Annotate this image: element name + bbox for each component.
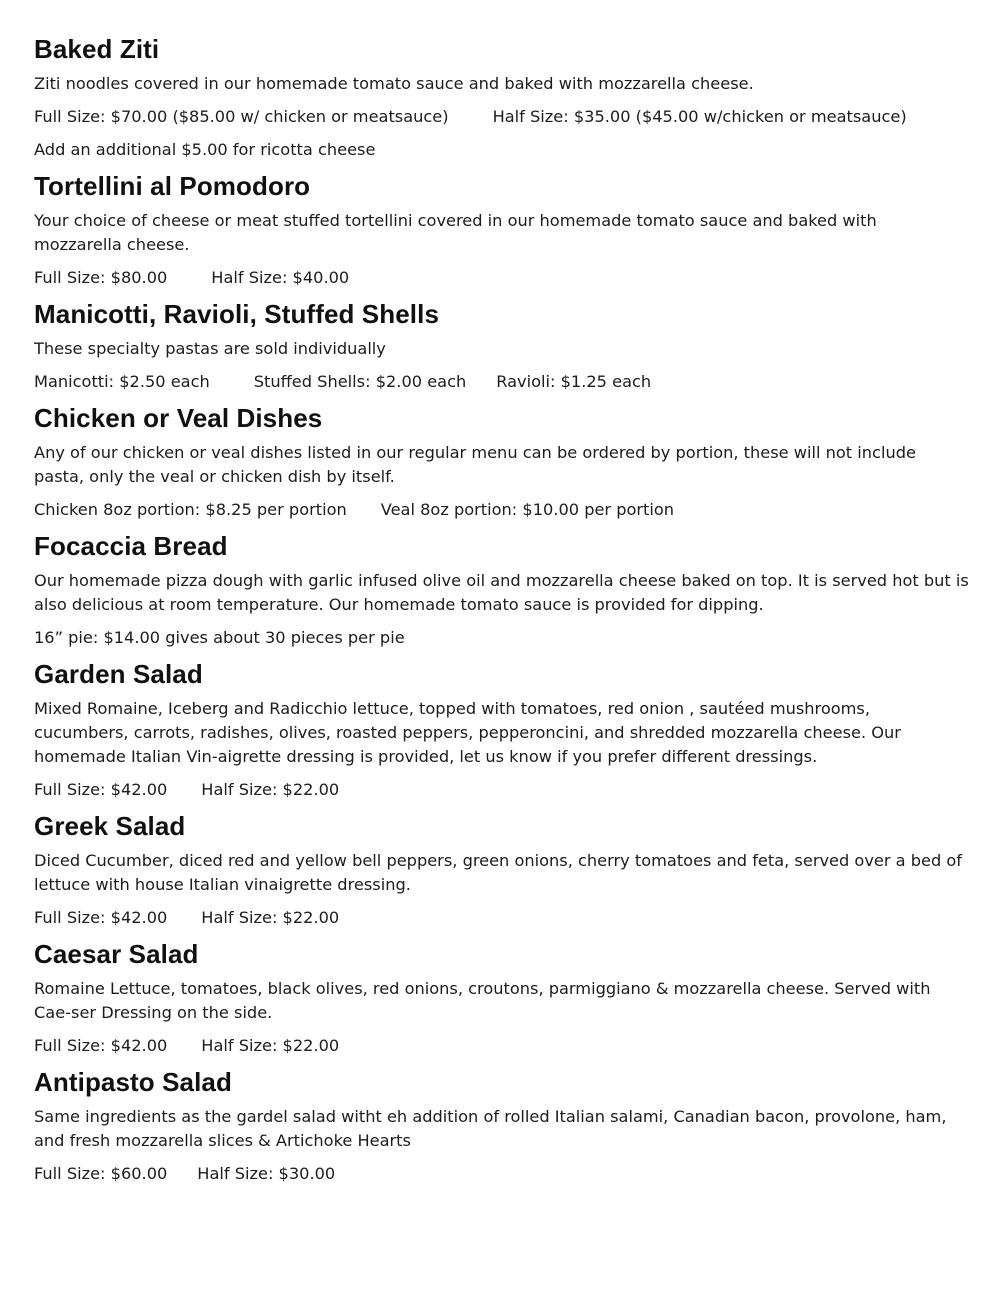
- price-stuffed-shells: Stuffed Shells: $2.00 each: [253, 372, 467, 391]
- menu-section-specialty-pastas: [34, 299, 969, 394]
- price-full: Full Size: $42.00: [34, 1036, 168, 1055]
- menu-section-antipasto-salad: [34, 1067, 969, 1186]
- price-manicotti: Manicotti: $2.50 each: [34, 372, 210, 391]
- price-row: [34, 626, 969, 650]
- menu-section-tortellini: [34, 171, 969, 290]
- price-half: Half Size: $22.00: [201, 1036, 340, 1055]
- item-description: Romaine Lettuce, tomatoes, black olives, red onions, croutons, parmiggiano & mozzarella cheese. Served with Cae-ser Dressing on the side.: [34, 979, 931, 1022]
- price-full: Full Size: $42.00: [34, 908, 168, 927]
- item-title: Antipasto Salad: [34, 1067, 232, 1097]
- item-title: Manicotti, Ravioli, Stuffed Shells: [34, 299, 440, 329]
- item-title: Baked Ziti: [34, 34, 160, 64]
- item-title: Tortellini al Pomodoro: [34, 171, 311, 201]
- price-row: [34, 906, 969, 930]
- menu-page: [34, 34, 969, 1195]
- price-row: [34, 1034, 969, 1058]
- price-half: Half Size: $22.00: [201, 780, 340, 799]
- price-ravioli: Ravioli: $1.25 each: [496, 372, 652, 391]
- item-title: Chicken or Veal Dishes: [34, 403, 323, 433]
- menu-section-focaccia: [34, 531, 969, 650]
- price-row: [34, 498, 969, 522]
- item-title: Focaccia Bread: [34, 531, 228, 561]
- item-description: Your choice of cheese or meat stuffed tortellini covered in our homemade tomato sauce and baked with mozzarella cheese.: [34, 211, 877, 254]
- price-half: Half Size: $30.00: [197, 1164, 336, 1183]
- price-chicken: Chicken 8oz portion: $8.25 per portion: [34, 500, 347, 519]
- item-title: Garden Salad: [34, 659, 203, 689]
- price-full: Full Size: $60.00: [34, 1164, 168, 1183]
- price-half: Half Size: $35.00 ($45.00 w/chicken or meatsauce): [492, 107, 907, 126]
- price-half: Half Size: $40.00: [211, 268, 350, 287]
- price-row: [34, 266, 969, 290]
- menu-section-greek-salad: [34, 811, 969, 930]
- item-description: These specialty pastas are sold individually: [34, 339, 386, 358]
- price-full: Full Size: $70.00 ($85.00 w/ chicken or meatsauce): [34, 107, 449, 126]
- item-note: Add an additional $5.00 for ricotta cheese: [34, 140, 376, 159]
- price-row: [34, 105, 969, 129]
- price-pie: 16” pie: $14.00 gives about 30 pieces per pie: [34, 628, 405, 647]
- item-description: Our homemade pizza dough with garlic infused olive oil and mozzarella cheese baked on top. It is served hot but is also delicious at room temperature. Our homemade tomato sauce is provided for dipping.: [34, 571, 969, 614]
- price-full: Full Size: $80.00: [34, 268, 168, 287]
- menu-section-chicken-veal: [34, 403, 969, 522]
- menu-section-baked-ziti: [34, 34, 969, 162]
- item-description: Any of our chicken or veal dishes listed in our regular menu can be ordered by portion, these will not include pasta, only the veal or chicken dish by itself.: [34, 443, 916, 486]
- item-description: Same ingredients as the gardel salad witht eh addition of rolled Italian salami, Canadian bacon, provolone, ham, and fresh mozzarella slices & Artichoke Hearts: [34, 1107, 947, 1150]
- price-row: [34, 778, 969, 802]
- menu-section-garden-salad: [34, 659, 969, 802]
- item-description: Mixed Romaine, Iceberg and Radicchio lettuce, topped with tomatoes, red onion , sautéed mushrooms, cucumbers, carrots, radishes, olives, roasted peppers, pepperoncini, and shredded mozzarella cheese. Our homemade Italian Vin-aigrette dressing is provided, let us know if you prefer different dressings.: [34, 699, 901, 766]
- price-row: [34, 1162, 969, 1186]
- menu-section-caesar-salad: [34, 939, 969, 1058]
- item-title: Greek Salad: [34, 811, 186, 841]
- price-full: Full Size: $42.00: [34, 780, 168, 799]
- item-description: Diced Cucumber, diced red and yellow bell peppers, green onions, cherry tomatoes and feta, served over a bed of lettuce with house Italian vinaigrette dressing.: [34, 851, 962, 894]
- item-title: Caesar Salad: [34, 939, 199, 969]
- price-half: Half Size: $22.00: [201, 908, 340, 927]
- price-row: [34, 370, 969, 394]
- price-veal: Veal 8oz portion: $10.00 per portion: [380, 500, 675, 519]
- item-description: Ziti noodles covered in our homemade tomato sauce and baked with mozzarella cheese.: [34, 74, 754, 93]
